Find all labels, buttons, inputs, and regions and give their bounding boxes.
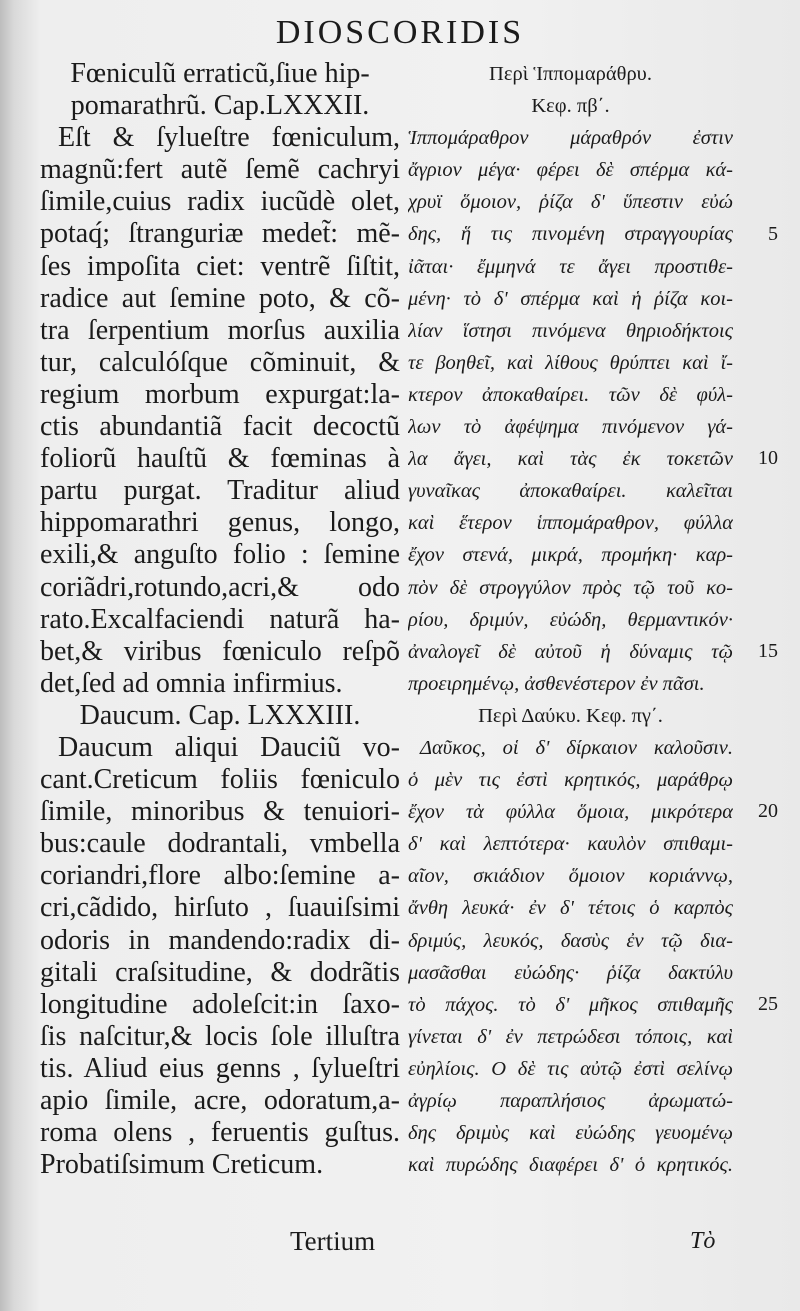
greek-text-line: ρίου, δριμύν, εὐώδη, θερμαντικόν· [408, 608, 733, 631]
latin-text-line: Daucum aliqui Dauciũ vo- [58, 731, 400, 763]
latin-text-line: gitali craſsitudine, & dodrãtis [40, 956, 400, 988]
greek-text-line: ὁ μὲν τις ἐστὶ κρητικός, μαράθρῳ [408, 769, 733, 792]
latin-text-line: ſimile,cuius radix iucũdè olet, [40, 186, 400, 218]
latin-text-line: radice aut ſemine poto, & cõ- [40, 282, 400, 314]
greek-column [408, 58, 733, 1181]
greek-text-line: ἄγριον μέγα· φέρει δὲ σπέρμα κά- [408, 159, 733, 182]
greek-text-line: μασᾶσθαι εὐώδης· ῥίζα δακτύλυ [408, 961, 733, 984]
line-number: 20 [758, 800, 778, 823]
latin-text-line: hippomarathri genus, longo, [40, 507, 400, 539]
greek-text-line: καὶ πυρώδης διαφέρει δ' ὁ κρητικός. [408, 1154, 733, 1177]
latin-text-line: roma olens , feruentis guſtus. [40, 1117, 400, 1149]
latin-text-line: rato.Excalfaciendi naturã ha- [40, 603, 400, 635]
greek-text-line: ἀναλογεῖ δὲ αὐτοῦ ἡ δύναμις τῷ [408, 640, 733, 663]
greek-text-line: αῖον, σκιάδιον ὅμοιον κοριάννῳ, [408, 865, 733, 888]
line-number: 15 [758, 639, 778, 662]
latin-text-line: ſimile, minoribus & tenuiori- [40, 796, 400, 828]
latin-text-line: Fœniculũ erraticũ,ſiue hip- [70, 58, 370, 89]
greek-text-line: γίνεται δ' ἐν πετρώδεσι τόποις, καὶ [408, 1025, 733, 1048]
running-head: DIOSCORIDIS [275, 14, 525, 51]
latin-text-line: det,ſed ad omnia infirmius. [40, 667, 343, 699]
greek-text-line: ἰᾶται· ἔμμηνά τε ἄγει προστιθε- [408, 255, 733, 278]
greek-text-line: δριμύς, λευκός, δασὺς ἐν τῷ δια- [408, 929, 733, 952]
greek-text-line: μένη· τὸ δ' σπέρμα καὶ ἡ ῥίζα κοι- [408, 287, 733, 310]
latin-text-line: tis. Aliud eius genns , ſylueſtri [40, 1052, 400, 1084]
latin-text-line: regium morbum expurgat:la- [40, 378, 400, 410]
greek-text-line: γυναῖκας ἀποκαθαίρει. καλεῖται [408, 480, 733, 503]
latin-text-line: magnũ:fert autẽ ſemẽ cachryi [40, 154, 400, 186]
latin-text-line: apio ſimile, acre, odoratum,a- [40, 1085, 400, 1116]
greek-text-line: κτερον ἀποκαθαίρει. τῶν δὲ φύλ- [408, 383, 733, 406]
catchword-latin: Tertium [290, 1226, 376, 1256]
latin-text-line: pomarathrũ. Cap.LXXXII. [70, 90, 370, 122]
greek-text-line: λων τὸ ἀφέψημα πινόμενον γά- [408, 416, 733, 439]
greek-text-line: καὶ ἕτερον ἱππομάραθρον, φύλλα [408, 512, 733, 535]
latin-text-line: Daucum. Cap. LXXXIII. [79, 699, 361, 731]
latin-text-line: ctis abundantiã facit decoctũ [40, 411, 400, 443]
greek-text-line: τε βοηθεῖ, καὶ λίθους θρύπτει καὶ ἴ- [408, 351, 733, 374]
latin-text-line: coriãdri,rotundo,acri,& odo [40, 571, 400, 603]
latin-text-line: tra ſerpentium morſus auxilia [40, 314, 400, 346]
latin-text-line: coriandri,flore albo:ſemine a- [40, 860, 400, 892]
latin-text-line: tur, calculóſque cõminuit, & [40, 346, 400, 378]
greek-text-line: τὸ πάχος. τὸ δ' μῆκος σπιθαμῆς [408, 993, 733, 1016]
greek-text-line: Κεφ. πβ΄. [531, 95, 610, 118]
greek-text-line: εὐηλίοις. Ο δὲ τις αὐτῷ ἐστὶ σελίνῳ [408, 1057, 733, 1080]
greek-text-line: ἀγρίῳ παραπλήσιος ἀρωματώ- [408, 1090, 733, 1112]
greek-text-line: δης δριμὺς καὶ εὐώδης γευομένῳ [408, 1122, 733, 1145]
latin-text-line: ſis naſcitur,& locis ſole illuſtra [40, 1020, 400, 1052]
greek-text-line: λα ἄγει, καὶ τὰς ἐκ τοκετῶν [408, 448, 733, 471]
line-number: 25 [758, 992, 778, 1015]
greek-text-line: Ἱππομάραθρον μάραθρόν ἐστιν [408, 127, 733, 150]
greek-text-line: ἔχον τὰ φύλλα ὅμοια, μικρότερα [408, 801, 733, 824]
latin-text-line: odoris in mandendo:radix di- [40, 924, 400, 956]
catchword-greek: Τὸ [690, 1228, 716, 1254]
latin-text-line: foliorũ hauſtũ & fœminas à [40, 443, 400, 475]
greek-text-line: Δαῦκος, οἱ δ' δίρκαιον καλοῦσιν. [420, 736, 733, 759]
latin-text-line: exili,& anguſto folio : ſemine [40, 539, 400, 571]
latin-text-line: bus:caule dodrantali, vmbella [40, 828, 400, 860]
latin-text-line: cri,cãdido, hirſuto , ſuauiſsimi [40, 892, 400, 924]
line-number: 10 [758, 447, 778, 470]
greek-text-line: δ' καὶ λεπτότερα· καυλὸν σπιθαμι- [408, 833, 733, 856]
latin-text-line: partu purgat. Traditur aliud [40, 475, 400, 507]
latin-text-line: bet,& viribus fœniculo reſpõ [40, 635, 400, 667]
latin-text-line: potaq́; ſtranguriæ medet̃: mẽ- [40, 218, 400, 250]
greek-text-line: πὸν δὲ στρογγύλον πρὸς τῷ τοῦ κο- [408, 576, 733, 599]
greek-text-line: ἄνθη λευκά· ἐν δ' τέτοις ὁ καρπὸς [408, 897, 733, 920]
greek-text-line: προειρημένῳ, ἀσθενέστερον ἐν πᾶσι. [408, 672, 705, 695]
latin-text-line: Probatiſsimum Creticum. [40, 1149, 324, 1181]
greek-text-line: Περὶ Δαύκυ. Κεφ. πγ΄. [478, 704, 663, 727]
latin-text-line: cant.Creticum foliis fœniculo [40, 764, 400, 796]
latin-text-line: Eſt & ſylueſtre fœniculum, [58, 122, 400, 154]
greek-text-line: δης, ἥ τις πινομένη στραγγουρίας [408, 223, 733, 246]
greek-text-line: λίαν ἵστησι πινόμενα θηριοδήκτοις [408, 319, 733, 342]
latin-text-line: ſes impoſita ciet: ventrẽ ſiſtit, [40, 250, 400, 282]
greek-text-line: χρυϊ ὅμοιον, ῥίζα δ' ὕπεστιν εὐώ [408, 191, 733, 214]
line-number: 5 [768, 222, 778, 245]
latin-text-line: longitudine adoleſcit:in ſaxo- [40, 988, 400, 1020]
greek-text-line: ἔχον στενά, μικρά, προμήκη· καρ- [408, 544, 733, 567]
greek-text-line: Περὶ Ἱππομαράθρυ. [489, 63, 652, 85]
latin-column [40, 58, 400, 1181]
